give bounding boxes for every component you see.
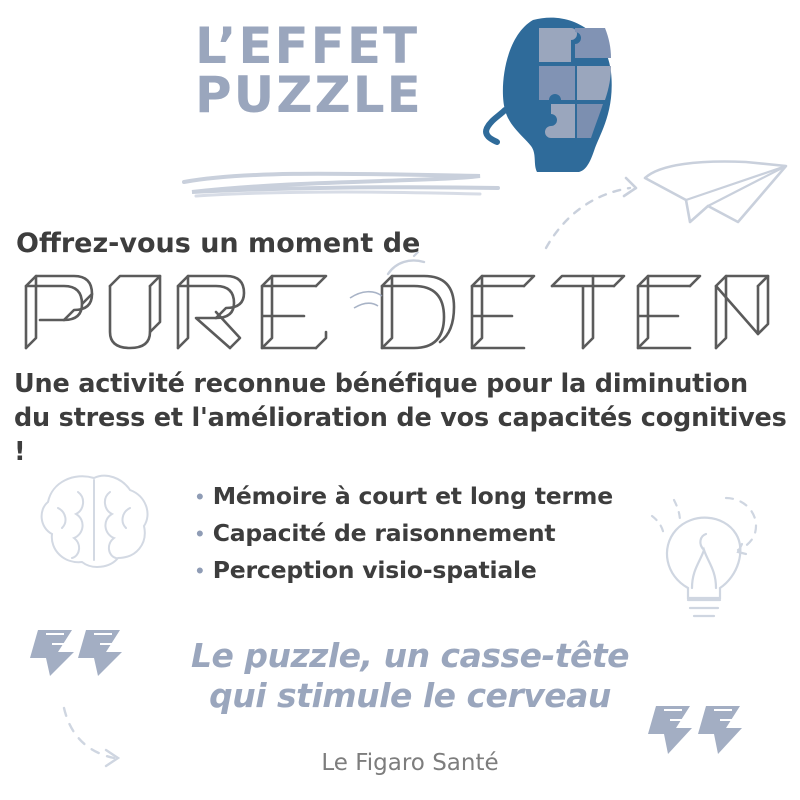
brain-outline-icon bbox=[34, 468, 154, 578]
brand-logo bbox=[195, 14, 625, 174]
bullet-dot-icon: • bbox=[196, 484, 204, 509]
quote-mark-icon bbox=[28, 622, 148, 682]
puzzle-head-icon bbox=[475, 14, 625, 174]
benefits-list bbox=[196, 482, 656, 593]
bullet-dot-icon: • bbox=[196, 521, 204, 546]
pull-quote-line-1: Le puzzle, un casse-tête bbox=[190, 636, 630, 675]
body-paragraph bbox=[14, 368, 789, 470]
pull-quote-line-2: qui stimule le cerveau bbox=[209, 676, 611, 716]
bullet-dot-icon: • bbox=[196, 558, 204, 583]
quote-source: Le Figaro Santé bbox=[321, 750, 499, 776]
brand-wordmark bbox=[195, 17, 485, 124]
benefit-label: Mémoire à court et long terme bbox=[212, 482, 613, 510]
brand-line-2: PUZZLE bbox=[195, 66, 423, 124]
list-item bbox=[196, 519, 656, 547]
curved-arrow-icon bbox=[60, 700, 170, 780]
benefit-label: Capacité de raisonnement bbox=[212, 519, 556, 547]
underline-squiggle-icon bbox=[180, 168, 510, 202]
display-headline bbox=[10, 272, 790, 354]
list-item bbox=[196, 482, 656, 510]
benefit-label: Perception visio-spatiale bbox=[212, 556, 537, 584]
list-item bbox=[196, 556, 656, 584]
pull-quote bbox=[150, 636, 670, 717]
paper-plane-icon bbox=[540, 160, 790, 250]
body-paragraph-line-2: du stress et l'amélioration de vos capacités cognitives ! bbox=[14, 402, 787, 467]
body-paragraph-line-1: Une activité reconnue bénéfique pour la diminution bbox=[14, 369, 748, 399]
headline-kicker: Offrez-vous un moment de bbox=[16, 228, 421, 259]
brand-line-1: L’EFFET bbox=[195, 17, 420, 75]
